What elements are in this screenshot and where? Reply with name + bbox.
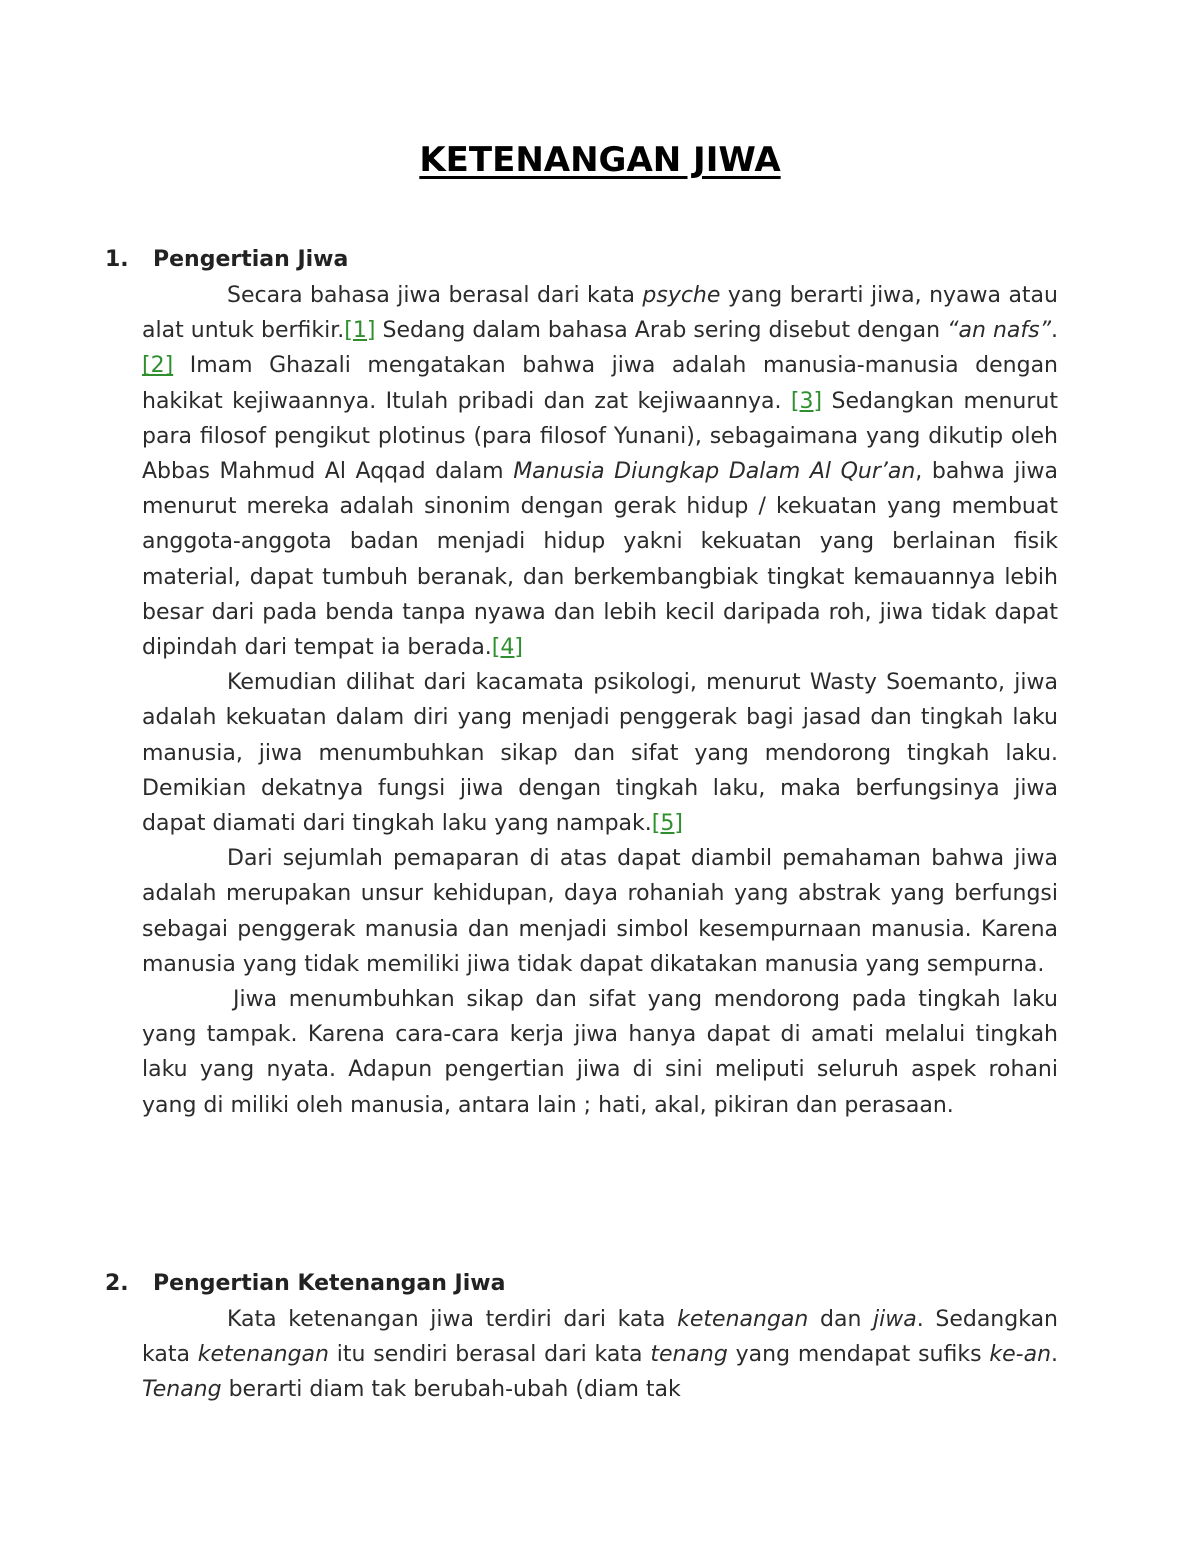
section-1-paragraph-4: Jiwa menumbuhkan sikap dan sifat yang mendorong pada tingkah laku yang tampak. Karena cara-cara kerja jiwa hanya dapat di amati melalui tingkah laku yang nyata. Adapun pengertian jiwa di sini meliputi seluruh aspek rohani yang di miliki oleh manusia, antara lain ; hati, akal, pikiran dan perasaan. bbox=[142, 987, 1058, 1118]
italic-book-title: Manusia Diungkap Dalam Al Qur’an bbox=[513, 459, 916, 485]
footnote-link-1[interactable]: [1] bbox=[344, 318, 376, 344]
italic-term: Tenang bbox=[142, 1377, 222, 1403]
italic-term: tenang bbox=[650, 1342, 728, 1368]
italic-term: ketenangan bbox=[677, 1307, 809, 1332]
footnote-link-2[interactable]: [2] bbox=[142, 353, 174, 379]
italic-term: ketenangan bbox=[197, 1342, 329, 1368]
text-run: , bahwa jiwa menurut mereka adalah sinonim dengan gerak hidup / kekuatan yang membuat anggota-anggota badan menjadi hidup yakni kekuatan yang berlainan fisik material, dapat tumbuh beranak, dan berkembangbiak tingkat kemauannya lebih besar dari pada benda tanpa nyawa dan lebih kecil daripada roh, jiwa tidak dapat dipindah dari tempat ia berada. bbox=[142, 459, 1058, 661]
text-run: Kemudian dilihat dari kacamata psikologi, menurut Wasty Soemanto, jiwa adalah kekuatan dalam diri yang menjadi penggerak bagi jasad dan tingkah laku manusia, jiwa menumbuhkan sikap dan sifat yang mendorong tingkah laku. Demikian dekatnya fungsi jiwa dengan tingkah laku, maka berfungsinya jiwa dapat diamati dari tingkah laku yang nampak. bbox=[142, 670, 1058, 837]
section-1-title: Pengertian Jiwa bbox=[153, 247, 349, 272]
text-run: . bbox=[1051, 1342, 1059, 1368]
footnote-link-3[interactable]: [3] bbox=[790, 388, 823, 414]
text-run: itu sendiri berasal dari kata bbox=[328, 1342, 651, 1368]
text-run: Kata ketenangan jiwa terdiri dari kata bbox=[227, 1307, 678, 1332]
text-run: . bbox=[1050, 318, 1058, 344]
text-run: dan bbox=[808, 1307, 874, 1332]
section-2-title: Pengertian Ketenangan Jiwa bbox=[153, 1271, 506, 1296]
section-1-body bbox=[142, 278, 1058, 1123]
text-run: . Sedangkan kata bbox=[142, 1307, 1058, 1368]
section-1-paragraph-1 bbox=[142, 278, 1058, 665]
italic-term: psyche bbox=[642, 283, 721, 308]
section-1-number: 1. bbox=[105, 247, 129, 272]
italic-term: “an nafs” bbox=[947, 318, 1051, 344]
section-2-body bbox=[142, 1302, 1058, 1408]
text-run: Sedang dalam bahasa Arab sering disebut dengan bbox=[375, 318, 948, 344]
text-run: yang berarti jiwa, nyawa atau alat untuk berfikir. bbox=[142, 283, 1058, 344]
text-run: Secara bahasa jiwa berasal dari kata bbox=[227, 283, 643, 308]
text-run: Sedangkan menurut para filosof pengikut plotinus (para filosof Yunani), sebagaimana yang dikutip oleh Abbas Mahmud Al Aqqad dalam bbox=[142, 388, 1058, 485]
italic-term: ke-an bbox=[989, 1342, 1052, 1368]
text-run: Imam Ghazali mengatakan bahwa jiwa adalah manusia-manusia dengan hakikat kejiwaannya. Itulah pribadi dan zat kejiwaannya. bbox=[142, 353, 1058, 414]
text-run: yang mendapat sufiks bbox=[727, 1342, 990, 1368]
section-2-number: 2. bbox=[105, 1271, 129, 1296]
footnote-link-5[interactable]: [5] bbox=[651, 811, 683, 837]
text-run: berarti diam tak berubah-ubah (diam tak bbox=[221, 1377, 681, 1403]
section-1-paragraph-2 bbox=[142, 665, 1058, 841]
section-1-paragraph-3: Dari sejumlah pemaparan di atas dapat diambil pemahaman bahwa jiwa adalah merupakan unsur kehidupan, daya rohaniah yang abstrak yang berfungsi sebagai penggerak manusia dan menjadi simbol kesempurnaan manusia. Karena manusia yang tidak memiliki jiwa tidak dapat dikatakan manusia yang sempurna. bbox=[142, 846, 1058, 977]
section-1-heading bbox=[105, 242, 348, 277]
section-2-heading bbox=[105, 1266, 505, 1301]
section-2-paragraph-1 bbox=[142, 1302, 1058, 1408]
italic-term: jiwa bbox=[873, 1307, 917, 1332]
document-title: KETENANGAN JIWA bbox=[419, 140, 781, 180]
footnote-link-4[interactable]: [4] bbox=[491, 635, 523, 661]
